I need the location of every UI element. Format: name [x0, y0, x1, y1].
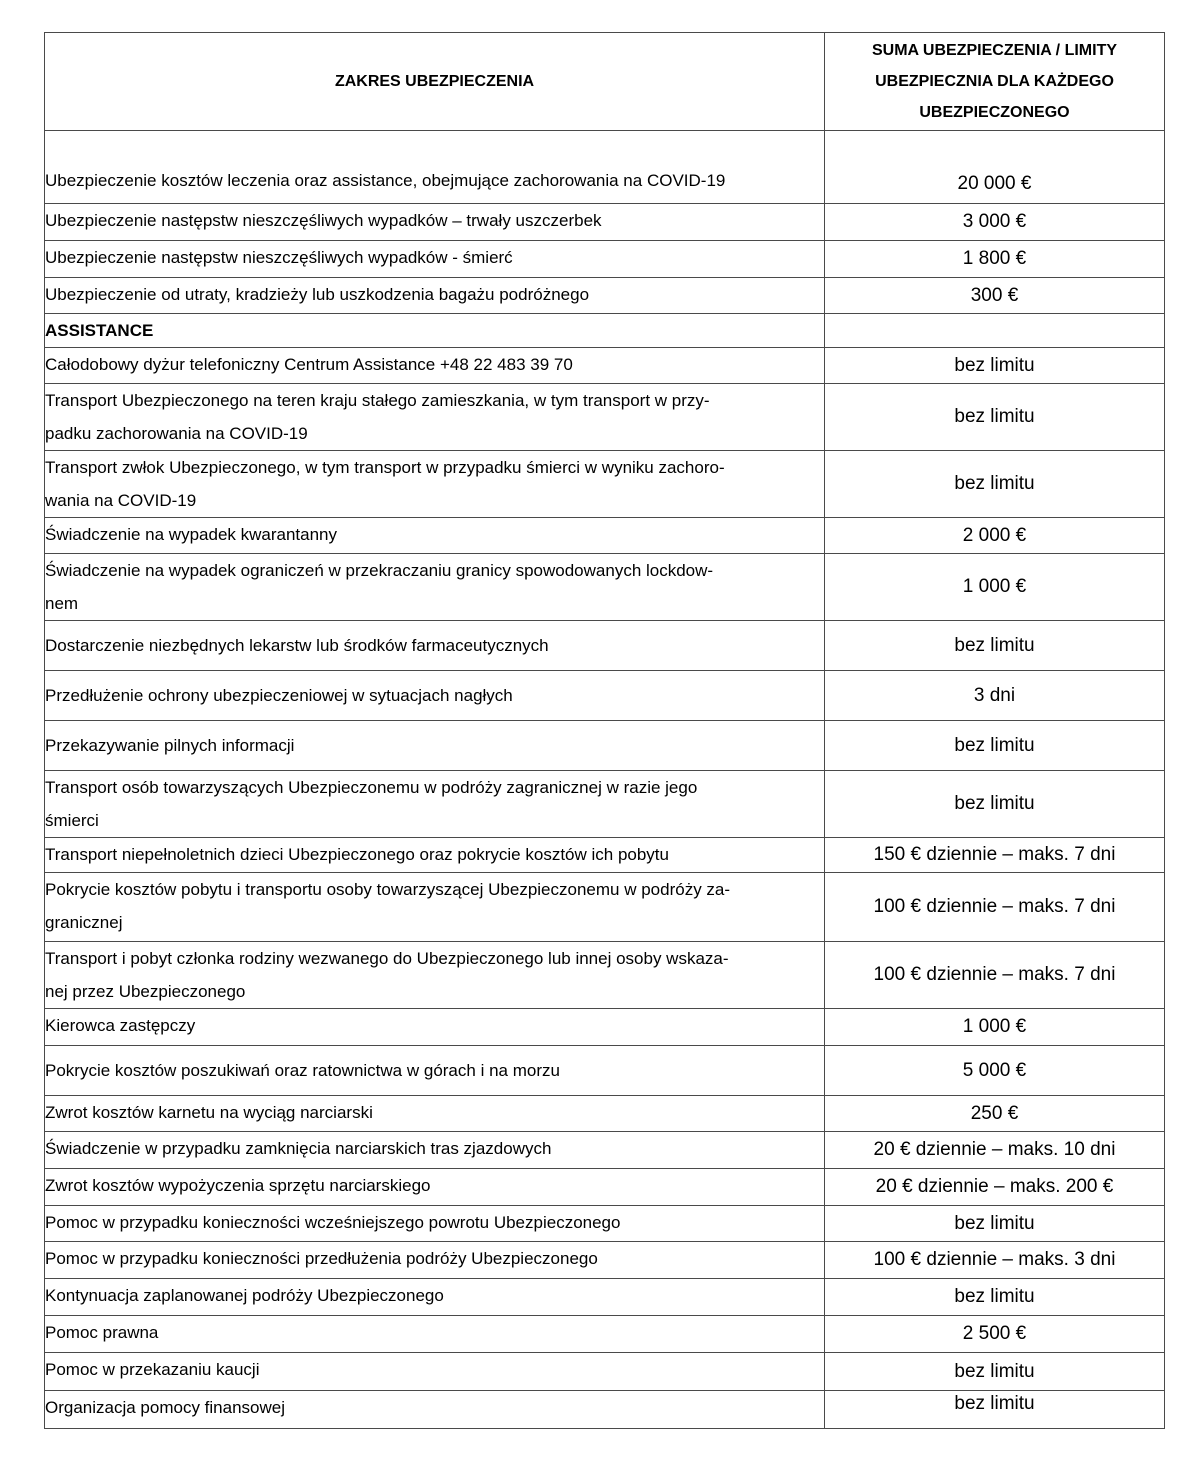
limit-cell: 250 €: [825, 1096, 1165, 1132]
scope-cell: Pomoc w przypadku konieczności wcześniejszego powrotu Ubezpieczonego: [45, 1206, 825, 1242]
limit-cell: bez limitu: [825, 1391, 1165, 1429]
table-row: [45, 1046, 1165, 1096]
scope-line: padku zachorowania na COVID-19: [45, 424, 308, 443]
scope-line: nej przez Ubezpieczonego: [45, 982, 246, 1001]
table-row: [45, 131, 1165, 204]
table-row: [45, 1316, 1165, 1353]
table-row: [45, 1096, 1165, 1132]
table-row: [45, 873, 1165, 942]
table-row: [45, 1206, 1165, 1242]
scope-cell: Ubezpieczenie następstw nieszczęśliwych wypadków – trwały uszczerbek: [45, 204, 825, 241]
table-row: [45, 1132, 1165, 1169]
limit-cell: 20 € dziennie – maks. 10 dni: [825, 1132, 1165, 1169]
scope-cell: Ubezpieczenie kosztów leczenia oraz assistance, obejmujące zachorowania na COVID-19: [45, 131, 825, 204]
table-row: [45, 241, 1165, 278]
limit-cell: 3 000 €: [825, 204, 1165, 241]
header-limit-line: UBEZPIECZNIA DLA KAŻDEGO: [875, 73, 1114, 90]
table-row: [45, 1391, 1165, 1429]
limit-cell: 20 € dziennie – maks. 200 €: [825, 1169, 1165, 1206]
scope-line: Pokrycie kosztów pobytu i transportu osoby towarzyszącej Ubezpieczonemu w podróży za-: [45, 880, 731, 899]
table-row: [45, 278, 1165, 314]
table-row: [45, 1279, 1165, 1316]
limit-cell: 2 500 €: [825, 1316, 1165, 1353]
table-row: [45, 554, 1165, 621]
table-row: [45, 451, 1165, 518]
scope-cell: Pomoc w przekazaniu kaucji: [45, 1353, 825, 1391]
limit-cell: 1 800 €: [825, 241, 1165, 278]
limit-cell: 300 €: [825, 278, 1165, 314]
limit-cell: 100 € dziennie – maks. 3 dni: [825, 1242, 1165, 1279]
limit-cell: bez limitu: [825, 1279, 1165, 1316]
table-row: [45, 671, 1165, 721]
scope-line: Świadczenie na wypadek ograniczeń w przekraczaniu granicy spowodowanych lockdow-: [45, 561, 714, 580]
limit-cell: 100 € dziennie – maks. 7 dni: [825, 942, 1165, 1009]
limit-cell: 150 € dziennie – maks. 7 dni: [825, 838, 1165, 873]
scope-cell: Dostarczenie niezbędnych lekarstw lub środków farmaceutycznych: [45, 621, 825, 671]
scope-cell: Transport niepełnoletnich dzieci Ubezpieczonego oraz pokrycie kosztów ich pobytu: [45, 838, 825, 873]
scope-cell: Kontynuacja zaplanowanej podróży Ubezpieczonego: [45, 1279, 825, 1316]
scope-line: Transport osób towarzyszących Ubezpieczonemu w podróży zagranicznej w razie jego: [45, 778, 698, 797]
scope-cell: Świadczenie na wypadek kwarantanny: [45, 518, 825, 554]
scope-line: wania na COVID-19: [45, 491, 197, 510]
table-row: [45, 1242, 1165, 1279]
scope-line: śmierci: [45, 811, 99, 830]
table-row: [45, 518, 1165, 554]
limit-cell: [825, 314, 1165, 348]
table-row: [45, 771, 1165, 838]
limit-cell: 20 000 €: [825, 131, 1165, 204]
section-heading: ASSISTANCE: [45, 314, 825, 348]
limit-cell: bez limitu: [825, 451, 1165, 518]
limit-cell: 1 000 €: [825, 554, 1165, 621]
scope-cell: Kierowca zastępczy: [45, 1009, 825, 1046]
table-row: [45, 1353, 1165, 1391]
scope-cell: Ubezpieczenie następstw nieszczęśliwych wypadków - śmierć: [45, 241, 825, 278]
table-row: [45, 621, 1165, 671]
limit-cell: 3 dni: [825, 671, 1165, 721]
scope-cell: [45, 873, 825, 942]
limit-cell: bez limitu: [825, 721, 1165, 771]
header-limit: [825, 33, 1165, 131]
limit-cell: 2 000 €: [825, 518, 1165, 554]
scope-cell: Zwrot kosztów wypożyczenia sprzętu narciarskiego: [45, 1169, 825, 1206]
limit-cell: 100 € dziennie – maks. 7 dni: [825, 873, 1165, 942]
scope-cell: Pomoc prawna: [45, 1316, 825, 1353]
table-row: [45, 1169, 1165, 1206]
limit-cell: bez limitu: [825, 384, 1165, 451]
scope-cell: Zwrot kosztów karnetu na wyciąg narciarski: [45, 1096, 825, 1132]
scope-cell: Pokrycie kosztów poszukiwań oraz ratownictwa w górach i na morzu: [45, 1046, 825, 1096]
limit-cell: 5 000 €: [825, 1046, 1165, 1096]
table-row: [45, 1009, 1165, 1046]
limit-cell: 1 000 €: [825, 1009, 1165, 1046]
scope-cell: Pomoc w przypadku konieczności przedłużenia podróży Ubezpieczonego: [45, 1242, 825, 1279]
table-row: [45, 942, 1165, 1009]
coverage-table: [44, 32, 1165, 1429]
header-limit-line: UBEZPIECZONEGO: [919, 104, 1070, 121]
scope-cell: Ubezpieczenie od utraty, kradzieży lub uszkodzenia bagażu podróżnego: [45, 278, 825, 314]
limit-cell: bez limitu: [825, 348, 1165, 384]
header-row: [45, 33, 1165, 131]
section-row-assistance: [45, 314, 1165, 348]
table-row: [45, 384, 1165, 451]
header-scope: ZAKRES UBEZPIECZENIA: [45, 33, 825, 131]
scope-line: Transport i pobyt członka rodziny wezwanego do Ubezpieczonego lub innej osoby wskaza-: [45, 949, 729, 968]
scope-cell: [45, 384, 825, 451]
table-row: [45, 838, 1165, 873]
scope-line: Transport zwłok Ubezpieczonego, w tym transport w przypadku śmierci w wyniku zachoro-: [45, 458, 725, 477]
scope-cell: Świadczenie w przypadku zamknięcia narciarskich tras zjazdowych: [45, 1132, 825, 1169]
scope-line: granicznej: [45, 913, 123, 932]
scope-line: Transport Ubezpieczonego na teren kraju stałego zamieszkania, w tym transport w przy-: [45, 391, 710, 410]
scope-cell: [45, 554, 825, 621]
scope-cell: Przedłużenie ochrony ubezpieczeniowej w sytuacjach nagłych: [45, 671, 825, 721]
scope-cell: [45, 771, 825, 838]
header-limit-line: SUMA UBEZPIECZENIA / LIMITY: [871, 42, 1118, 59]
scope-cell: Przekazywanie pilnych informacji: [45, 721, 825, 771]
limit-cell: bez limitu: [825, 621, 1165, 671]
scope-cell: Całodobowy dyżur telefoniczny Centrum Assistance +48 22 483 39 70: [45, 348, 825, 384]
scope-cell: Organizacja pomocy finansowej: [45, 1391, 825, 1429]
scope-line: nem: [45, 594, 79, 613]
scope-cell: [45, 942, 825, 1009]
scope-cell: [45, 451, 825, 518]
limit-cell: bez limitu: [825, 1206, 1165, 1242]
limit-cell: bez limitu: [825, 771, 1165, 838]
table-row: [45, 204, 1165, 241]
table-row: [45, 348, 1165, 384]
limit-cell: bez limitu: [825, 1353, 1165, 1391]
table-row: [45, 721, 1165, 771]
